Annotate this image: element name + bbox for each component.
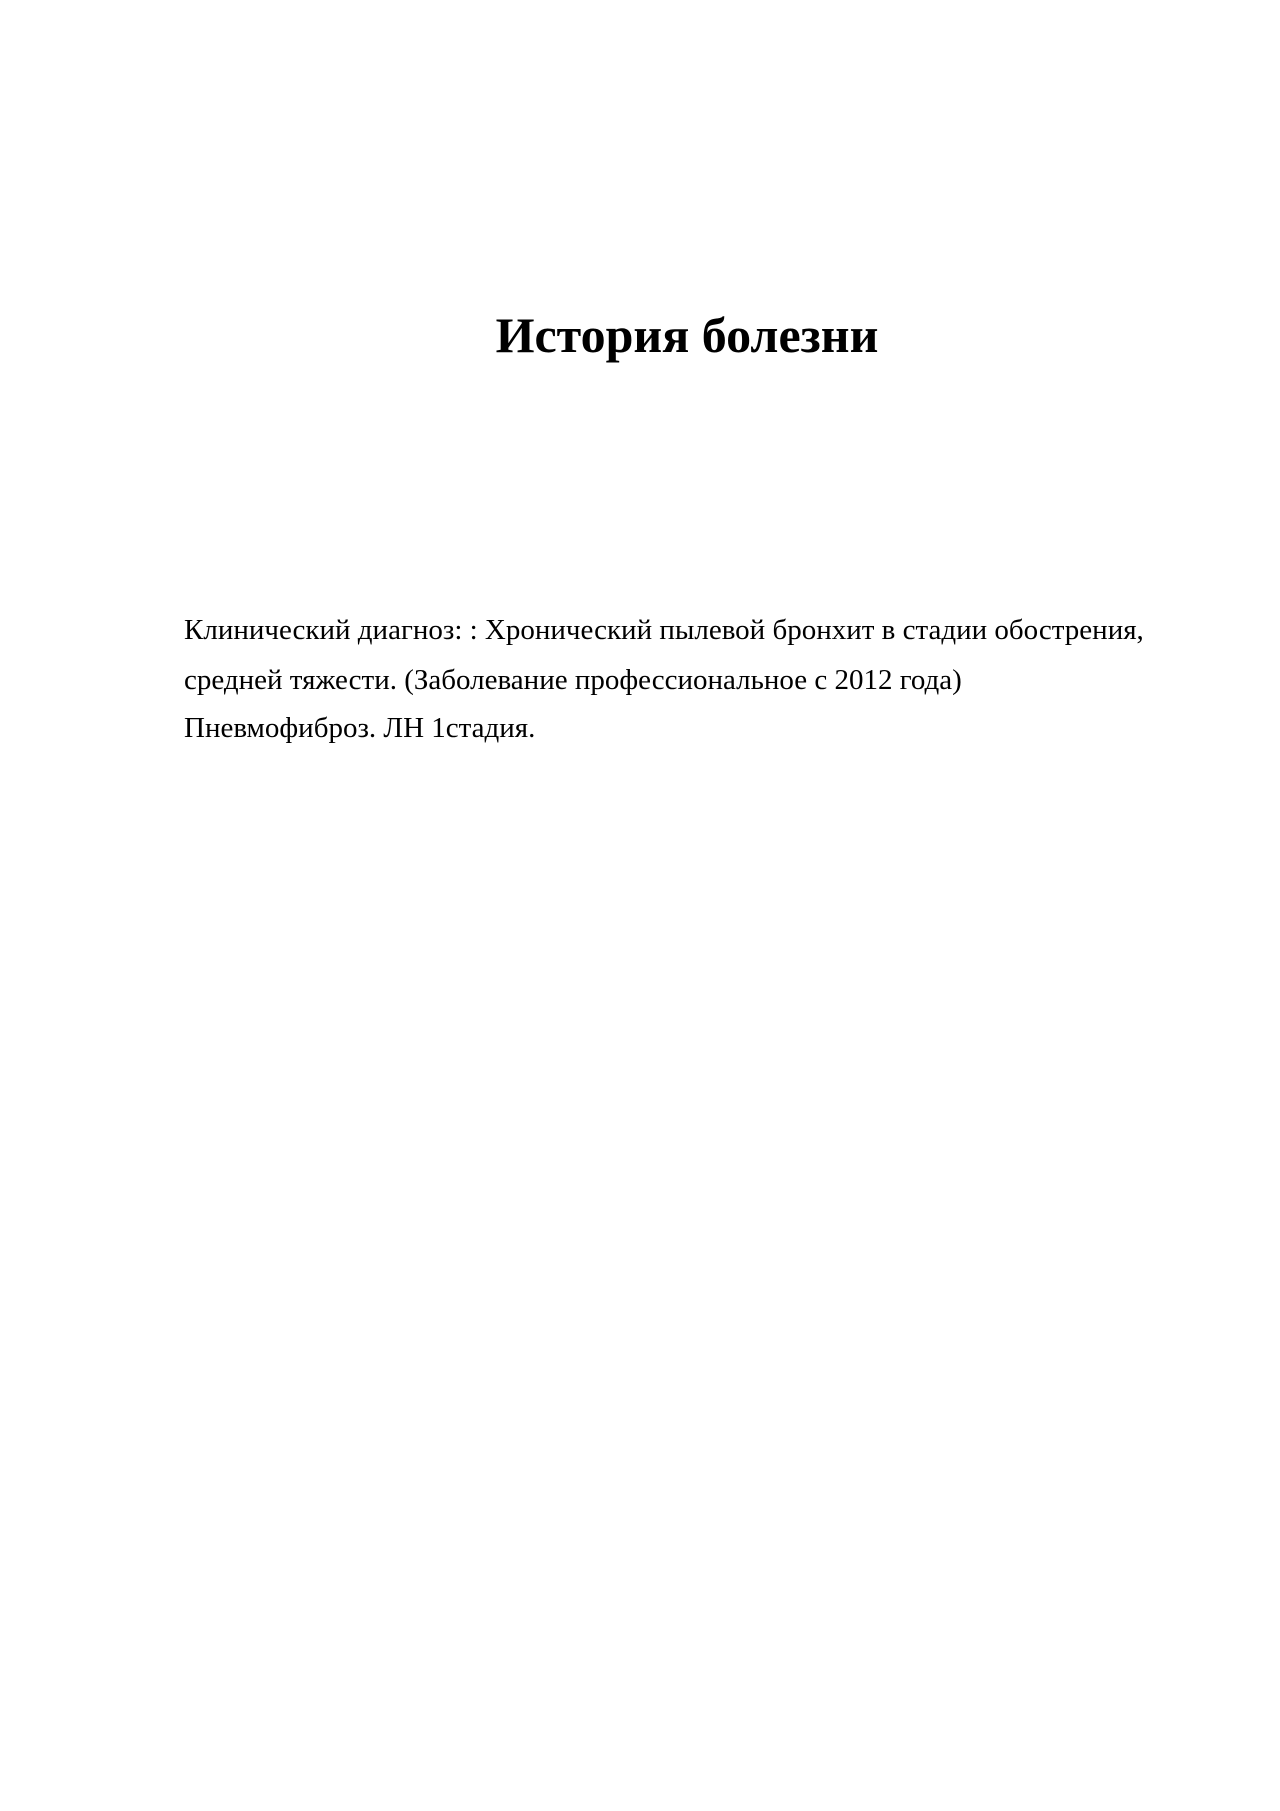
diagnosis-line: Пневмофиброз. ЛН 1стадия. bbox=[184, 712, 536, 744]
diagnosis-line: Клинический диагноз: : Хронический пылевой бронхит в стадии обострения, bbox=[184, 614, 1144, 646]
diagnosis-line: средней тяжести. (Заболевание профессиональное с 2012 года) bbox=[184, 664, 962, 696]
document-title: История болезни bbox=[495, 307, 879, 363]
clinical-diagnosis bbox=[184, 604, 1204, 754]
